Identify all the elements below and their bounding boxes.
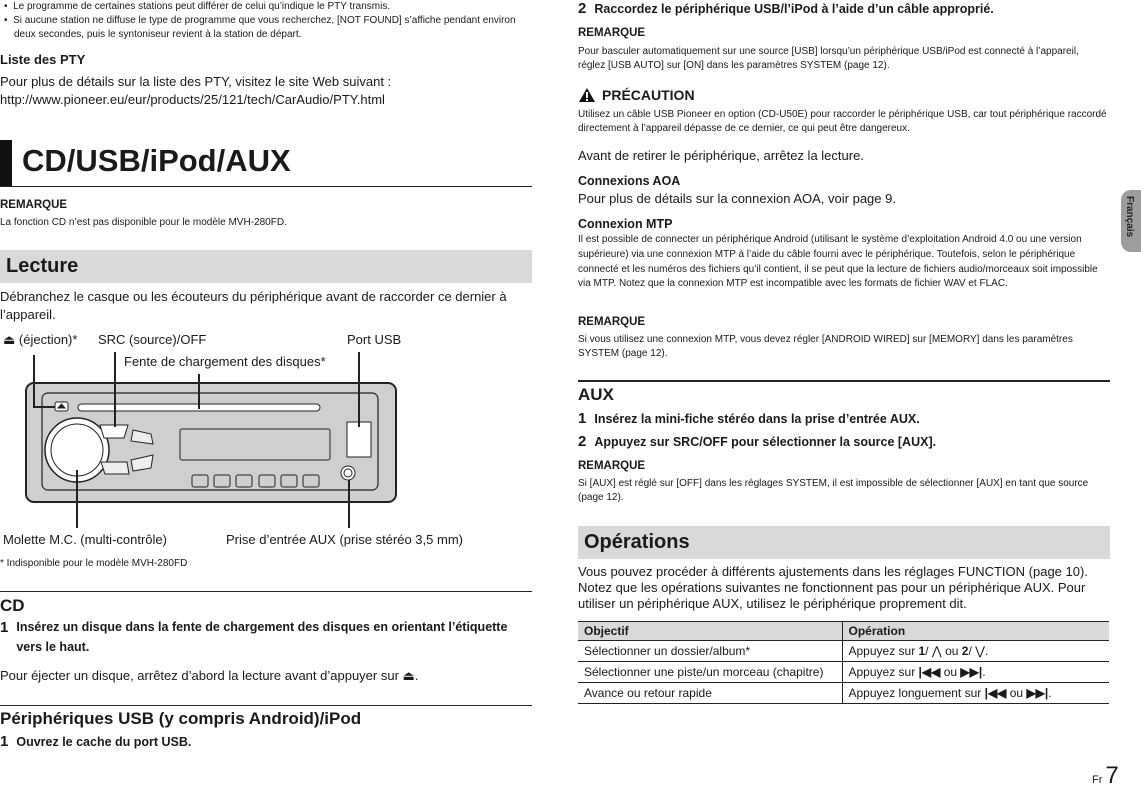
aoa-heading: Connexions AOA [578,174,681,188]
bullet-item: • Le programme de certaines stations peut différer de celui qu’indique le PTY transmis. [4,1,391,12]
disc-slot-label: Fente de chargement des disques* [124,354,326,369]
caution-heading: PRÉCAUTION [578,87,695,103]
lecture-heading: Lecture [0,250,532,283]
table-row: Avance ou retour rapide Appuyez longuement sur |◀◀ ou ▶▶|. [578,683,1109,704]
chevron-up-icon: ⋀ [928,644,942,658]
lecture-text: Débranchez le casque ou les écouteurs du périphérique avant de raccorder ce dernier à l’appareil. [0,289,507,322]
note-text: Si vous utilisez une connexion MTP, vous devez régler [ANDROID WIRED] sur [MEMORY] dans les paramètres SYSTEM (page 12). [578,334,1073,359]
usb-step: 1 Ouvrez le cache du port USB. [0,733,192,750]
aux-step-2: 2 Appuyez sur SRC/OFF pour sélectionner la source [AUX]. [578,433,937,450]
eject-icon: ⏏ [402,668,415,683]
aux-heading: AUX [578,385,614,404]
previous-track-icon: |◀◀ [984,686,1007,700]
previous-track-icon: |◀◀ [918,665,941,679]
usb-port-label: Port USB [347,332,402,347]
next-track-icon: ▶▶| [1026,686,1049,700]
note-label: REMARQUE [578,27,646,39]
remove-text: Avant de retirer le périphérique, arrêtez la lecture. [578,148,864,163]
table-header-row: Objectif Opération [578,622,1109,641]
bullet-list [4,0,524,42]
bullet-item: • Si aucune station ne diffuse le type de programme que vous recherchez, [NOT FOUND] s’affiche pendant environ deux secondes, puis le syntoniseur revient à la station de départ. [4,15,516,40]
section-marker [0,140,12,187]
operations-heading: Opérations [578,526,1110,559]
pty-heading: Liste des PTY [0,52,86,67]
warning-icon [578,87,596,103]
note-label: REMARQUE [0,199,68,211]
cd-step: 1 Insérez un disque dans la fente de chargement des disques en orientant l’étiquette vers le haut. [0,619,508,654]
usb-heading: Périphériques USB (y compris Android)/iPod [0,709,362,728]
note-text: La fonction CD n’est pas disponible pour le modèle MVH-280FD. [0,217,287,228]
note-label: REMARQUE [578,460,646,472]
note-label: REMARQUE [578,316,646,328]
operations-text: Vous pouvez procéder à différents ajustements dans les réglages FUNCTION (page 10). Notez que les opérations suivantes ne fonctionnent pas pour un périphérique AUX. Pour utiliser un périphérique AUX, utilisez le périphérique proprement dit. [578,564,1088,611]
language-tab: Français [1121,190,1141,252]
table-row: Sélectionner une piste/un morceau (chapitre) Appuyez sur |◀◀ ou ▶▶|. [578,662,1109,683]
pty-url[interactable]: http://www.pioneer.eu/eur/products/25/121/tech/CarAudio/PTY.html [0,92,385,107]
eject-label: ⏏ (éjection)* [3,332,78,347]
table-row: Sélectionner un dossier/album* Appuyez sur 1/ ⋀ ou 2/ ⋁. [578,641,1109,662]
footnote: * Indisponible pour le modèle MVH-280FD [0,558,188,569]
chevron-down-icon: ⋁ [971,644,985,658]
src-label: SRC (source)/OFF [98,332,207,347]
note-text: Pour basculer automatiquement sur une source [USB] lorsqu’un périphérique USB/iPod est connecté à l’appareil, réglez [USB AUTO] sur [ON] dans les paramètres SYSTEM (page 12). [578,46,1079,71]
operations-table [578,621,1109,704]
aux-step-1: 1 Insérez la mini-fiche stéréo dans la prise d’entrée AUX. [578,410,920,427]
page-number: Fr 7 [1092,762,1119,789]
aoa-text: Pour plus de détails sur la connexion AOA, voir page 9. [578,191,896,206]
caution-text: Utilisez un câble USB Pioneer en option (CD-U50E) pour raccorder le périphérique USB, car tout périphérique raccordé directement à l’appareil dépasse de ce dernier, ce qui peut être dangereux. [578,109,1107,134]
device-diagram [0,330,540,560]
usb-step-2: 2 Raccordez le périphérique USB/l’iPod à l’aide d’un câble approprié. [578,0,994,17]
next-track-icon: ▶▶| [960,665,983,679]
pty-text: Pour plus de détails sur la liste des PTY, visitez le site Web suivant : [0,74,392,89]
eject-icon: ⏏ [3,332,16,347]
section-title: CD/USB/iPod/AUX [22,143,291,178]
cd-heading: CD [0,596,25,615]
mtp-heading: Connexion MTP [578,217,673,231]
note-text: Si [AUX] est réglé sur [OFF] dans les réglages SYSTEM, il est impossible de sélectionner [AUX] en tant que source (page 12). [578,478,1089,503]
knob-label: Molette M.C. (multi-contrôle) [3,532,167,547]
aux-jack-label: Prise d’entrée AUX (prise stéréo 3,5 mm) [226,532,463,547]
cd-eject-text: Pour éjecter un disque, arrêtez d’abord la lecture avant d’appuyer sur ⏏. [0,668,419,683]
mtp-text: Il est possible de connecter un périphérique Android (utilisant le système d’exploitation Android 4.0 ou une version supérieure) via une connexion MTP à l’aide du câble fourni avec le périphérique. Toutefois, selon le périphérique connecté et les numéros des fichiers qu’il contient, il se peut que la lecture de fichiers audio/morceaux soit impossible via MTP. Notez que la connexion MTP est incompatible avec les formats de fichier WAV et FLAC. [578,234,1098,290]
